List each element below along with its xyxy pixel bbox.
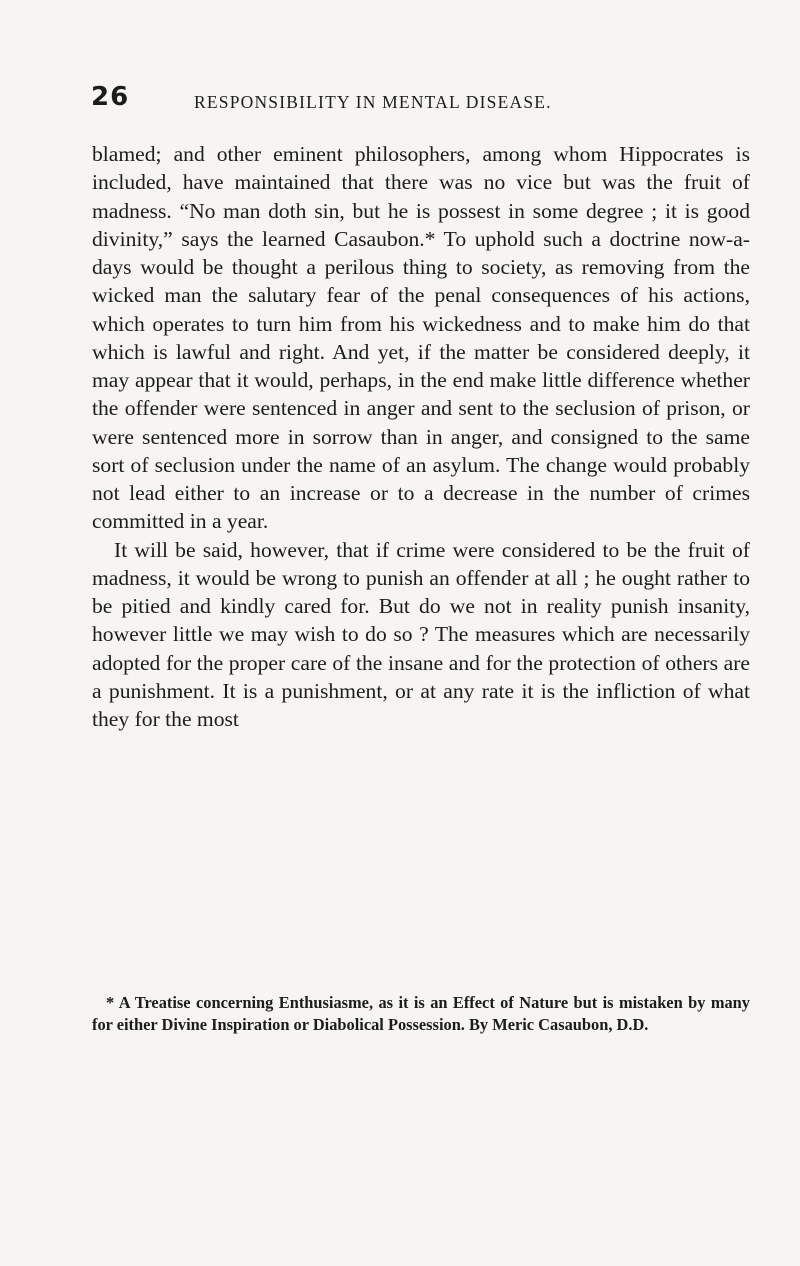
footnote: * A Treatise concerning Enthusiasme, as it is an Effect of Nature but is mistaken by many for either Divine Inspiration or Diabolical Possession. By Meric Casaubon, D.D. — [92, 993, 750, 1034]
page-header — [91, 82, 751, 122]
body-text — [92, 140, 750, 733]
paragraph: blamed; and other eminent philosophers, among whom Hippocrates is included, have maintained that there was no vice but was the fruit of madness. “No man doth sin, but he is possest in some degree ; it is good divinity,” says the learned Casaubon.* To uphold such a doctrine now-a-days would be thought a perilous thing to society, as removing from the wicked man the salutary fear of the penal consequences of his actions, which operates to turn him from his wickedness and to make him do that which is lawful and right. And yet, if the matter be considered deeply, it may appear that it would, perhaps, in the end make little difference whether the offender were sentenced in anger and sent to the seclusion of prison, or were sentenced more in sorrow than in anger, and consigned to the same sort of seclusion under the name of an asylum. The change would probably not lead either to an increase or to a decrease in the number of crimes committed in a year. — [92, 142, 750, 534]
paragraph: It will be said, however, that if crime were considered to be the fruit of madness, it would be wrong to punish an offender at all ; he ought rather to be pitied and kindly cared for. But do we not in reality punish insanity, however little we may wish to do so ? The measures which are necessarily adopted for the proper care of the insane and for the protection of others are a punishment. It is a punishment, or at any rate it is the infliction of what they for the most — [92, 537, 750, 731]
page-number: 26 — [91, 82, 130, 112]
running-head: RESPONSIBILITY IN MENTAL DISEASE. — [194, 92, 552, 112]
